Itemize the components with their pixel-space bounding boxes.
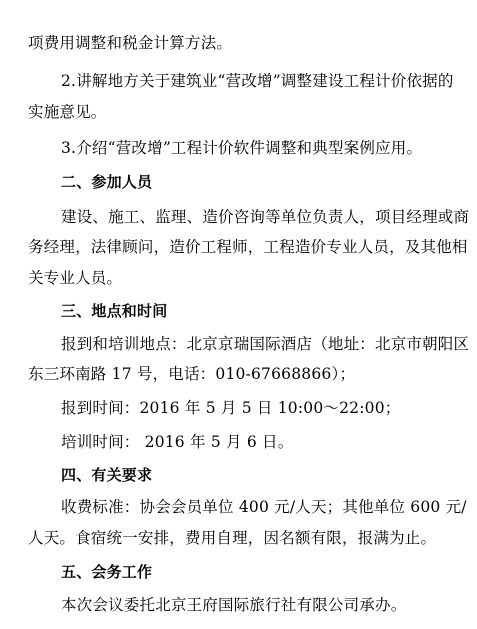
paragraph-line: 人天。食宿统一安排，费用自理，因名额有限，报满为止。 — [28, 529, 437, 547]
paragraph-line: 务经理，法律顾问，造价工程师，工程造价专业人员，及其他相 — [28, 238, 468, 256]
paragraph-line: 报到时间：2016 年 5 月 5 日 10:00～22:00； — [61, 399, 401, 417]
paragraph-line: 本次会议委托北京王府国际旅行社有限公司承办。 — [61, 596, 407, 614]
paragraph-line: 报到和培训地点：北京京瑞国际酒店（地址：北京市朝阳区 — [61, 335, 470, 353]
section-heading: 二、参加人员 — [61, 173, 153, 191]
paragraph-line: 培训时间： 2016 年 5 月 6 日。 — [61, 433, 294, 451]
paragraph-line: 2.讲解地方关于建筑业“营改增”调整建设工程计价依据的 — [61, 72, 454, 90]
paragraph-line: 建设、施工、监理、造价咨询等单位负责人，项目经理或商 — [61, 208, 470, 226]
section-heading: 三、地点和时间 — [61, 302, 168, 320]
paragraph-line: 东三环南路 17 号，电话：010-67668866）； — [28, 365, 356, 383]
paragraph-line: 收费标准：协会会员单位 400 元/人天；其他单位 600 元/ — [61, 498, 467, 516]
paragraph-line: 实施意见。 — [28, 103, 107, 121]
section-heading: 四、有关要求 — [61, 466, 153, 484]
section-heading: 五、会务工作 — [61, 563, 153, 581]
paragraph-line: 3.介绍“营改增”工程计价软件调整和典型案例应用。 — [61, 139, 423, 157]
paragraph-line: 项费用调整和税金计算方法。 — [28, 34, 233, 52]
paragraph-line: 关专业人员。 — [28, 269, 123, 287]
